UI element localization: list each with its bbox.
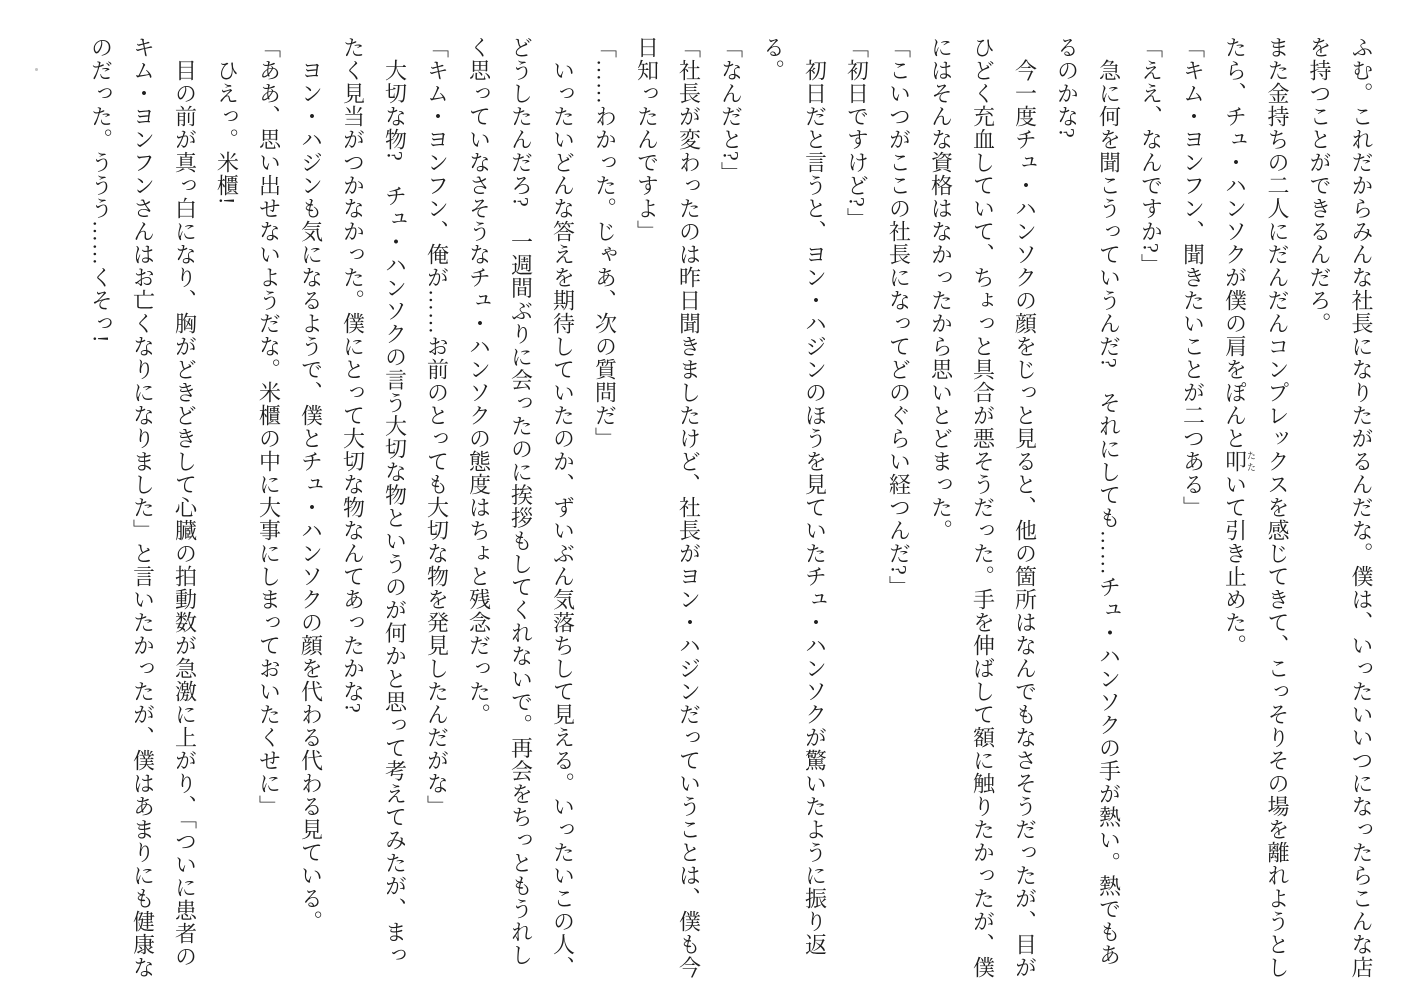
text-line: 「なんだと?」 xyxy=(718,36,744,185)
text-line: にはそんな資格はなかったから思いとどまった。 xyxy=(928,36,954,542)
scan-speck xyxy=(35,68,38,71)
ruby-annotation: 叩たた xyxy=(1222,450,1256,473)
text-line: たら、チュ・ハンソクが僕の肩をぽんと叩たたいて引き止めた。 xyxy=(1222,36,1256,657)
text-line: 「……わかった。じゃあ、次の質問だ」 xyxy=(592,36,618,450)
text-line: 目の前が真っ白になり、胸がどきどきして心臓の拍動数が急激に上がり、「ついに患者の xyxy=(172,59,198,968)
text-line: 「初日ですけど?」 xyxy=(844,36,870,231)
text-line: 今一度チュ・ハンソクの顔をじっと見ると、他の箇所はなんでもなさそうだったが、目が xyxy=(1012,59,1038,979)
text-line: ふむ。これだからみんな社長になりたがるんだな。僕は、いったいいつになったらこんな店 xyxy=(1349,36,1374,979)
text-line: 大切な物? チュ・ハンソクの言う大切な物というのが何かと思って考えてみたが、まっ xyxy=(382,59,408,967)
text-line: 「キム・ヨンフン、俺が……お前のとっても大切な物を発見したんだがな」 xyxy=(424,36,450,818)
text-line: ひどく充血していて、ちょっと具合が悪そうだった。手を伸ばして額に触りたかったが、僕 xyxy=(970,36,996,979)
text-line: たく見当がつかなかった。僕にとって大切な物なんてあったかな? xyxy=(340,36,366,714)
text-line: 「こいつがここの社長になってどのぐらい経つんだ?」 xyxy=(886,36,912,599)
text-line: キム・ヨンフンさんはお亡くなりになりました」と言いたかったが、僕はあまりにも健康な xyxy=(130,36,156,979)
text-line: どうしたんだろ? 一週間ぶりに会ったのに挨拶もしてくれないで。再会をちっともうれし xyxy=(508,36,534,967)
text-line: 初日だと言うと、ヨン・ハジンのほうを見ていたチュ・ハンソクが驚いたように振り返 xyxy=(802,59,828,956)
text-line: ヨン・ハジンも気になるようで、僕とチュ・ハンソクの顔を代わる代わる見ている。 xyxy=(298,59,324,933)
text-line: 「ええ、なんですか?」 xyxy=(1138,36,1164,277)
text-line: 「ああ、思い出せないようだな。米櫃の中に大事にしまっておいたくせに」 xyxy=(256,36,282,818)
text-line: く思っていなさそうなチュ・ハンソクの態度はちょと残念だった。 xyxy=(466,36,492,726)
text-body xyxy=(80,36,1383,979)
text-line: のだった。ううう……くそっ! xyxy=(88,36,114,344)
text-line: 「キム・ヨンフン、聞きたいことが二つある」 xyxy=(1180,36,1206,519)
text-line: 急に何を聞こうっていうんだ? それにしても……チュ・ハンソクの手が熱い。熱でもあ xyxy=(1096,59,1122,967)
text-line: また金持ちの二人にだんだんコンプレックスを感じてきて、こっそりその場を離れようとし xyxy=(1265,36,1290,979)
text-line: を持つことができるんだろ。 xyxy=(1307,36,1332,335)
text-line: いったいどんな答えを期待していたのか、ずいぶん気落ちして見える。いったいこの人、 xyxy=(550,59,576,979)
text-line: るのかな? xyxy=(1054,36,1080,139)
text-line: る。 xyxy=(760,36,786,82)
text-line: ひえっ。米櫃! xyxy=(214,59,240,206)
text-line: 日知ったんですよ」 xyxy=(634,36,660,243)
text-line: 「社長が変わったのは昨日聞きましたけど、社長がヨン・ハジンだっていうことは、僕も今 xyxy=(676,36,702,979)
